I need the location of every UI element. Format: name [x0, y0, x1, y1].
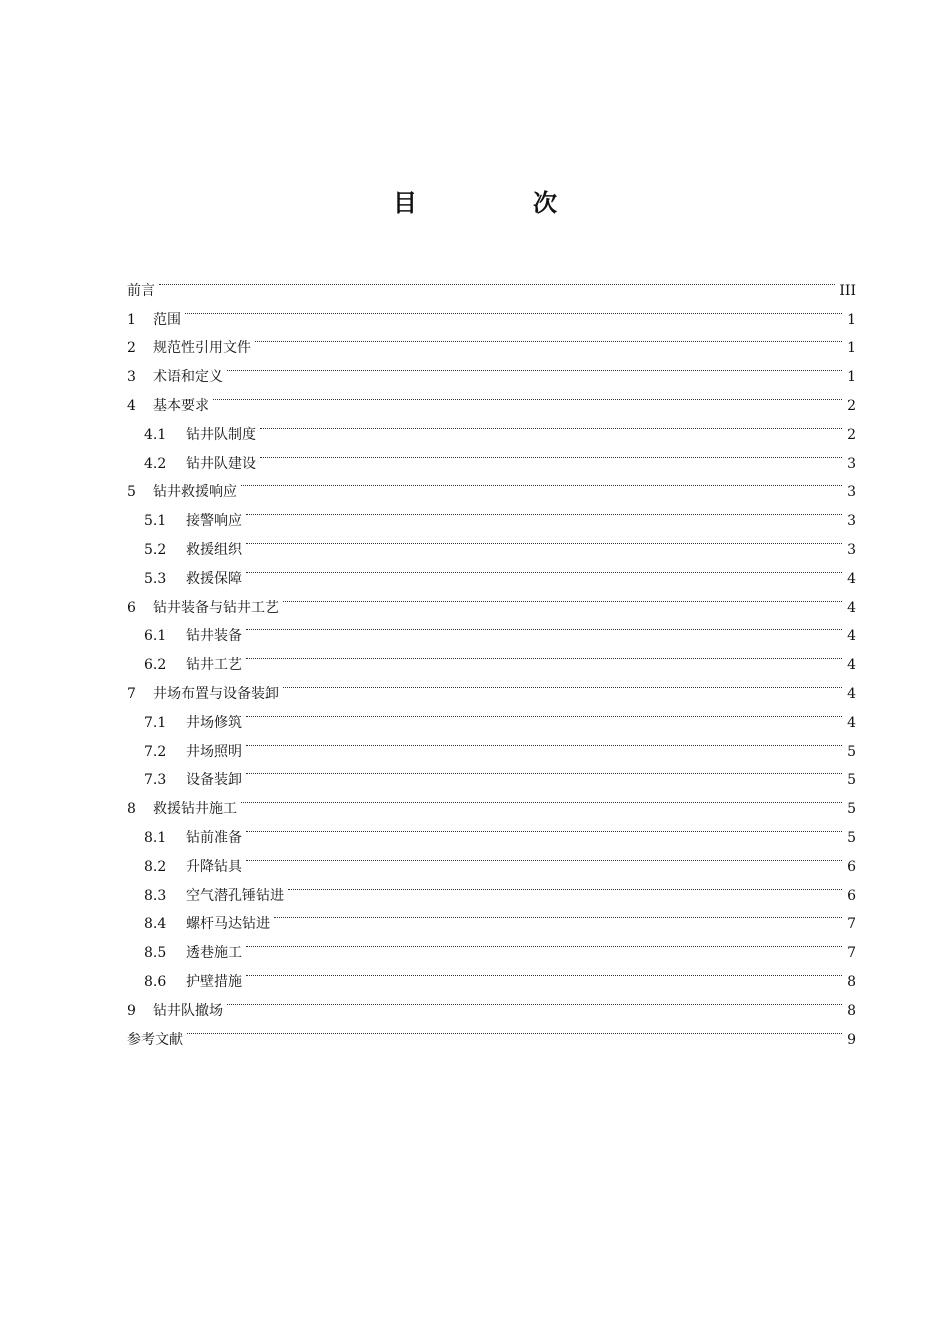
toc-page-number: 1 [847, 369, 856, 386]
toc-number: 6 [127, 599, 136, 616]
toc-label: 接警响应 [186, 513, 242, 530]
toc-label: 钻前准备 [186, 829, 242, 846]
toc-leader [227, 352, 842, 381]
toc-entry[interactable] [127, 1015, 856, 1048]
toc-page-number: 1 [847, 311, 856, 328]
toc-leader [246, 496, 842, 525]
toc-leader [283, 669, 842, 698]
toc-page-number: 6 [847, 858, 856, 875]
toc-leader [288, 871, 842, 900]
toc-leader [246, 554, 842, 583]
toc-number: 8.1 [144, 829, 167, 846]
toc-label: 钻井工艺 [186, 657, 242, 674]
toc-label: 井场照明 [186, 743, 242, 760]
toc-label: 前言 [127, 282, 155, 299]
toc-leader [213, 381, 842, 410]
toc-leader [227, 986, 842, 1015]
toc-page-number: 4 [847, 685, 856, 702]
toc-page-number: 2 [847, 426, 856, 443]
toc-label: 规范性引用文件 [153, 340, 251, 357]
page-title: 目 次 [393, 189, 603, 217]
toc-leader [283, 583, 842, 612]
toc-page-number: 5 [847, 829, 856, 846]
toc-number: 6.2 [144, 657, 167, 674]
toc-leader [246, 813, 842, 842]
toc-page-number: 3 [847, 455, 856, 472]
toc-label: 升降钻具 [186, 858, 242, 875]
toc-label: 井场修筑 [186, 714, 242, 731]
toc-leader [246, 525, 842, 554]
toc-leader [187, 1015, 842, 1044]
toc-label: 设备装卸 [186, 772, 242, 789]
toc-label: 基本要求 [153, 397, 209, 414]
toc-page-number: 4 [847, 714, 856, 731]
toc-label: 救援钻井施工 [153, 801, 237, 818]
toc-number: 4 [127, 397, 136, 414]
toc-number: 8.2 [144, 858, 167, 875]
toc-number: 6.1 [144, 628, 167, 645]
toc-leader [246, 698, 842, 727]
toc-leader [246, 928, 842, 957]
toc-label: 救援组织 [186, 541, 242, 558]
toc-page-number: 4 [847, 657, 856, 674]
toc-number: 5.2 [144, 541, 167, 558]
toc-page-number: 4 [847, 570, 856, 587]
toc-leader [260, 410, 842, 439]
toc-number: 8.6 [144, 973, 167, 990]
toc-label: 钻井装备 [186, 628, 242, 645]
toc-leader [246, 842, 842, 871]
toc-leader [241, 468, 842, 497]
toc-leader [260, 439, 842, 468]
toc-number: 8 [127, 801, 136, 818]
toc-page-number: III [839, 282, 856, 299]
toc-leader [246, 640, 842, 669]
toc-label: 钻井装备与钻井工艺 [153, 599, 279, 616]
toc-number: 8.3 [144, 887, 167, 904]
toc-entry[interactable] [127, 266, 856, 299]
toc-number: 9 [127, 1002, 136, 1019]
toc-number: 5 [127, 484, 136, 501]
toc-leader [246, 957, 842, 986]
toc-leader [246, 756, 842, 785]
toc-label: 螺杆马达钻进 [186, 916, 270, 933]
toc-number: 8.5 [144, 945, 167, 962]
toc-entry[interactable] [127, 295, 856, 328]
toc-page-number: 9 [847, 1031, 856, 1048]
toc-number: 4.2 [144, 455, 167, 472]
toc-label: 透巷施工 [186, 945, 242, 962]
toc-label: 范围 [153, 311, 181, 328]
toc-entry[interactable] [127, 324, 856, 357]
toc-label: 空气潜孔锤钻进 [186, 887, 284, 904]
toc-label: 救援保障 [186, 570, 242, 587]
toc-leader [185, 295, 842, 324]
toc-label: 护壁措施 [186, 973, 242, 990]
toc-page-number: 2 [847, 397, 856, 414]
toc-page-number: 5 [847, 743, 856, 760]
toc-leader [241, 784, 842, 813]
toc-label: 井场布置与设备装卸 [153, 685, 279, 702]
toc-number: 7.2 [144, 743, 167, 760]
toc-number: 7.1 [144, 714, 167, 731]
toc-page-number: 4 [847, 628, 856, 645]
toc-leader [255, 324, 842, 353]
toc-page-number: 3 [847, 541, 856, 558]
toc-entry[interactable] [127, 381, 856, 414]
toc-page-number: 3 [847, 513, 856, 530]
toc-label: 术语和定义 [153, 369, 223, 386]
toc-page-number: 5 [847, 772, 856, 789]
toc-entry[interactable] [127, 986, 856, 1019]
toc-leader [246, 727, 842, 756]
toc-page-number: 3 [847, 484, 856, 501]
toc-number: 8.4 [144, 916, 167, 933]
toc-leader [159, 266, 835, 295]
table-of-contents [127, 266, 856, 1048]
toc-number: 5.3 [144, 570, 167, 587]
toc-label: 钻井队制度 [186, 426, 256, 443]
toc-page-number: 7 [847, 916, 856, 933]
toc-number: 7.3 [144, 772, 167, 789]
toc-entry[interactable] [127, 410, 856, 443]
toc-leader [246, 612, 842, 641]
toc-page-number: 6 [847, 887, 856, 904]
toc-page-number: 7 [847, 945, 856, 962]
toc-label: 参考文献 [127, 1031, 183, 1048]
toc-label: 钻井队建设 [186, 455, 256, 472]
toc-page-number: 1 [847, 340, 856, 357]
toc-number: 5.1 [144, 513, 167, 530]
toc-page-number: 8 [847, 1002, 856, 1019]
toc-label: 钻井救援响应 [153, 484, 237, 501]
toc-entry[interactable] [127, 352, 856, 386]
toc-number: 2 [127, 340, 136, 357]
toc-number: 1 [127, 311, 136, 328]
toc-page-number: 5 [847, 801, 856, 818]
toc-label: 钻井队撤场 [153, 1002, 223, 1019]
toc-page-number: 8 [847, 973, 856, 990]
toc-number: 3 [127, 369, 136, 386]
toc-leader [274, 900, 842, 929]
toc-number: 7 [127, 685, 136, 702]
toc-page-number: 4 [847, 599, 856, 616]
toc-number: 4.1 [144, 426, 167, 443]
